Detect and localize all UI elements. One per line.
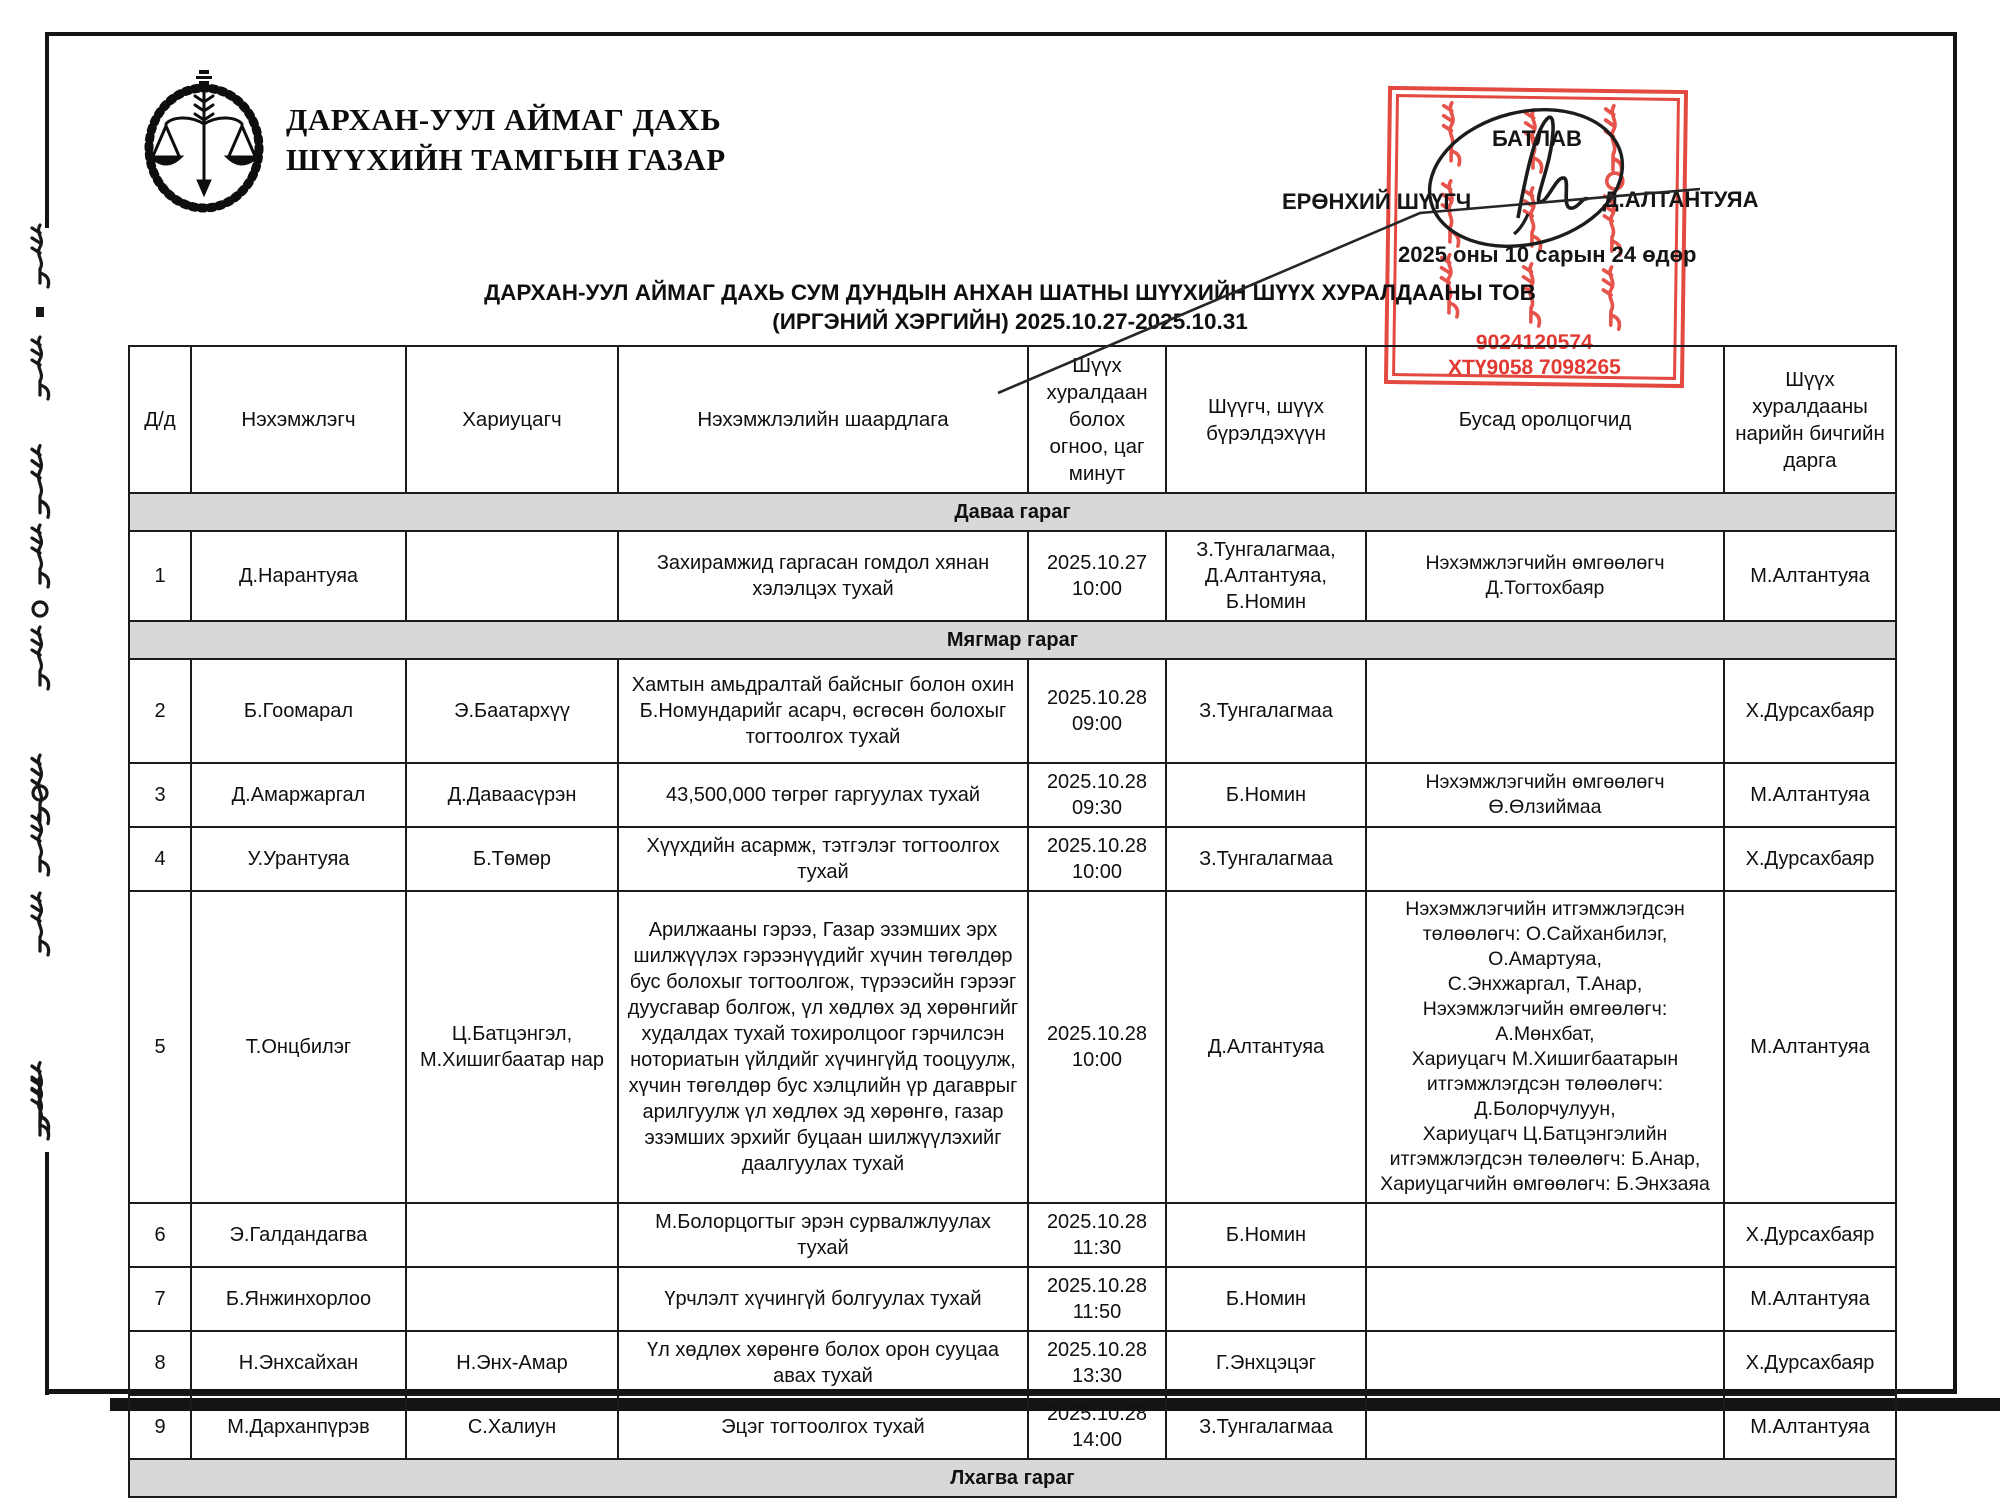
table-cell: Захирамжид гаргасан гомдол хянан хэлэлцэх тухай — [618, 531, 1028, 621]
table-cell: М.Алтантуяа — [1724, 763, 1896, 827]
table-cell: М.Алтантуяа — [1724, 891, 1896, 1203]
table-cell — [1366, 1331, 1724, 1395]
mongolian-script-decoration — [6, 225, 70, 1160]
table-cell: Г.Энхцэцэг — [1166, 1331, 1366, 1395]
day-label: Лхагва гараг — [129, 1459, 1896, 1497]
table-cell: З.Тунгалагмаа — [1166, 827, 1366, 891]
page-border-right — [1953, 32, 1957, 1392]
approver-role: ЕРӨНХИЙ ШҮҮГЧ — [1282, 189, 1472, 214]
table-cell: 3 — [129, 763, 191, 827]
table-cell: Д.Даваасүрэн — [406, 763, 618, 827]
table-cell: Нэхэмжлэгчийн өмгөөлөгч Д.Тогтохбаяр — [1366, 531, 1724, 621]
table-cell: 2025.10.28 13:30 — [1028, 1331, 1166, 1395]
table-cell: 2025.10.28 14:00 — [1028, 1395, 1166, 1459]
day-label: Даваа гараг — [129, 493, 1896, 531]
case-row — [129, 659, 1896, 763]
table-cell: Д.Амаржаргал — [191, 763, 406, 827]
table-cell: Х.Дурсахбаяр — [1724, 659, 1896, 763]
table-cell: 2 — [129, 659, 191, 763]
case-row — [129, 1267, 1896, 1331]
court-emblem-icon — [138, 68, 270, 219]
case-row — [129, 531, 1896, 621]
document-title — [130, 278, 1890, 336]
table-cell: Үрчлэлт хүчингүй болгуулах тухай — [618, 1267, 1028, 1331]
table-cell: Х.Дурсахбаяр — [1724, 1331, 1896, 1395]
day-section-row — [129, 493, 1896, 531]
organization-name — [286, 100, 726, 180]
table-cell: Б.Янжинхорлоо — [191, 1267, 406, 1331]
table-cell: М.Алтантуяа — [1724, 1267, 1896, 1331]
page-border-left-upper — [45, 32, 49, 228]
column-header: Д/д — [129, 346, 191, 493]
stamp-number-2: ХТҮ9058 7098265 — [1447, 355, 1621, 380]
table-cell: Б.Номин — [1166, 1267, 1366, 1331]
table-cell: 5 — [129, 891, 191, 1203]
table-cell: Х.Дурсахбаяр — [1724, 1203, 1896, 1267]
table-cell: 2025.10.28 11:50 — [1028, 1267, 1166, 1331]
table-cell: М.Дарханпүрэв — [191, 1395, 406, 1459]
day-section-row — [129, 1459, 1896, 1497]
case-row — [129, 1395, 1896, 1459]
table-cell: У.Урантуяа — [191, 827, 406, 891]
table-cell — [406, 1267, 618, 1331]
column-header: Бусад оролцогчид — [1366, 346, 1724, 493]
table-cell: 2025.10.28 10:00 — [1028, 891, 1166, 1203]
table-cell: Нэхэмжлэгчийн өмгөөлөгч Ө.Өлзиймаа — [1366, 763, 1724, 827]
table-cell: 43,500,000 төгрөг гаргуулах тухай — [618, 763, 1028, 827]
table-cell: 2025.10.28 10:00 — [1028, 827, 1166, 891]
table-cell — [406, 1203, 618, 1267]
table-cell: 9 — [129, 1395, 191, 1459]
column-header: Шүүх хуралдааны нарийн бичгийн дарга — [1724, 346, 1896, 493]
organization-name-line1: ДАРХАН-УУЛ АЙМАГ ДАХЬ — [286, 102, 722, 137]
table-cell: З.Тунгалагмаа, Д.Алтантуяа, Б.Номин — [1166, 531, 1366, 621]
table-cell: 2025.10.28 11:30 — [1028, 1203, 1166, 1267]
table-cell: Хамтын амьдралтай байсныг болон охин Б.Номундарийг асарч, өсгөсөн болохыг тогтоолгох тухай — [618, 659, 1028, 763]
page-border-left-lower — [45, 1152, 49, 1395]
table-cell: 8 — [129, 1331, 191, 1395]
table-cell: Б.Гоомарал — [191, 659, 406, 763]
table-header-row — [129, 346, 1896, 493]
table-cell: Б.Төмөр — [406, 827, 618, 891]
table-cell: Б.Номин — [1166, 1203, 1366, 1267]
approval-date: 2025 оны 10 сарын 24 өдөр — [1398, 242, 1697, 267]
table-cell — [406, 531, 618, 621]
table-cell: Ц.Батцэнгэл, М.Хишигбаатар нар — [406, 891, 618, 1203]
table-cell: Үл хөдлөх хөрөнгө болох орон сууцаа авах тухай — [618, 1331, 1028, 1395]
organization-name-line2: ШҮҮХИЙН ТАМГЫН ГАЗАР — [286, 142, 726, 177]
table-cell: Д.Нарантуяа — [191, 531, 406, 621]
table-cell: Т.Онцбилэг — [191, 891, 406, 1203]
table-cell: 7 — [129, 1267, 191, 1331]
case-row — [129, 891, 1896, 1203]
table-cell: Хүүхдийн асармж, тэтгэлэг тогтоолгох тухай — [618, 827, 1028, 891]
schedule-table-body — [129, 493, 1896, 1497]
table-cell — [1366, 827, 1724, 891]
table-cell — [1366, 659, 1724, 763]
day-label: Мягмар гараг — [129, 621, 1896, 659]
column-header: Хариуцагч — [406, 346, 618, 493]
table-cell: Эцэг тогтоолгох тухай — [618, 1395, 1028, 1459]
table-cell: 4 — [129, 827, 191, 891]
table-cell: М.Алтантуяа — [1724, 531, 1896, 621]
case-row — [129, 763, 1896, 827]
table-cell: Нэхэмжлэгчийн итгэмжлэгдсэн төлөөлөгч: О.Сайханбилэг, О.Амартуяа, С.Энхжаргал, Т.Анар, Нэхэмжлэгчийн өмгөөлөгч: А.Мөнхбат, Хариуцагч М.Хишигбаатарын итгэмжлэгдсэн төлөөлөгч: Д.Болорчулуун, Хариуцагч Ц.Батцэнгэлийн итгэмжлэгдсэн төлөөлөгч: Б.Анар, Хариуцагчийн өмгөөлөгч: Б.Энхзаяа — [1366, 891, 1724, 1203]
table-cell: С.Халиун — [406, 1395, 618, 1459]
approver-name: Д.АЛТАНТУЯА — [1603, 187, 1759, 212]
table-cell: 2025.10.28 09:00 — [1028, 659, 1166, 763]
table-cell: З.Тунгалагмаа — [1166, 1395, 1366, 1459]
table-cell: Б.Номин — [1166, 763, 1366, 827]
table-cell: Н.Энхсайхан — [191, 1331, 406, 1395]
case-row — [129, 1331, 1896, 1395]
day-section-row — [129, 621, 1896, 659]
approved-label: БАТЛАВ — [1492, 126, 1582, 151]
table-cell: З.Тунгалагмаа — [1166, 659, 1366, 763]
table-cell: Н.Энх-Амар — [406, 1331, 618, 1395]
stamp-number-1: 9024120574 — [1475, 330, 1593, 355]
table-cell: 6 — [129, 1203, 191, 1267]
case-row — [129, 1203, 1896, 1267]
table-cell: Х.Дурсахбаяр — [1724, 827, 1896, 891]
document-title-line1: ДАРХАН-УУЛ АЙМАГ ДАХЬ СУМ ДУНДЫН АНХАН ШАТНЫ ШҮҮХИЙН ШҮҮХ ХУРАЛДААНЫ ТОВ — [484, 280, 1536, 305]
case-row — [129, 827, 1896, 891]
table-cell: Д.Алтантуяа — [1166, 891, 1366, 1203]
column-header: Нэхэмжлэгч — [191, 346, 406, 493]
table-cell: М.Алтантуяа — [1724, 1395, 1896, 1459]
table-cell: Э.Баатархүү — [406, 659, 618, 763]
table-cell: Э.Галдандагва — [191, 1203, 406, 1267]
page-border-top — [45, 32, 1957, 36]
table-cell: 1 — [129, 531, 191, 621]
table-cell: Арилжааны гэрээ, Газар эзэмших эрх шилжүүлэх гэрээнүүдийг хүчин төгөлдөр бус болохыг тогтоолгож, түрээсийн гэрээг дуусгавар болгож, үл хөдлөх эд хөрөнгийг худалдах тухай тохиролцоог гэрчилсэн ноториатын үйлдийг хүчингүйд тооцуулж, хүчин төгөлдөр бус хэлцлийн үр дагаврыг арилгуулж үл хөдлөх эд хөрөнгө, газар эзэмших эрхийг буцаан шилжүүлэхийг даалгуулах тухай — [618, 891, 1028, 1203]
column-header: Шүүх хуралдаан болох огноо, цаг минут — [1028, 346, 1166, 493]
table-cell — [1366, 1267, 1724, 1331]
table-cell: М.Болорцогтыг эрэн сурвалжлуулах тухай — [618, 1203, 1028, 1267]
column-header: Шүүгч, шүүх бүрэлдэхүүн — [1166, 346, 1366, 493]
table-cell: 2025.10.27 10:00 — [1028, 531, 1166, 621]
column-header: Нэхэмжлэлийн шаардлага — [618, 346, 1028, 493]
schedule-table-container — [128, 345, 1895, 1498]
table-cell — [1366, 1395, 1724, 1459]
table-cell — [1366, 1203, 1724, 1267]
schedule-table — [128, 345, 1897, 1498]
table-cell: 2025.10.28 09:30 — [1028, 763, 1166, 827]
document-title-line2: (ИРГЭНИЙ ХЭРГИЙН) 2025.10.27-2025.10.31 — [772, 309, 1248, 334]
